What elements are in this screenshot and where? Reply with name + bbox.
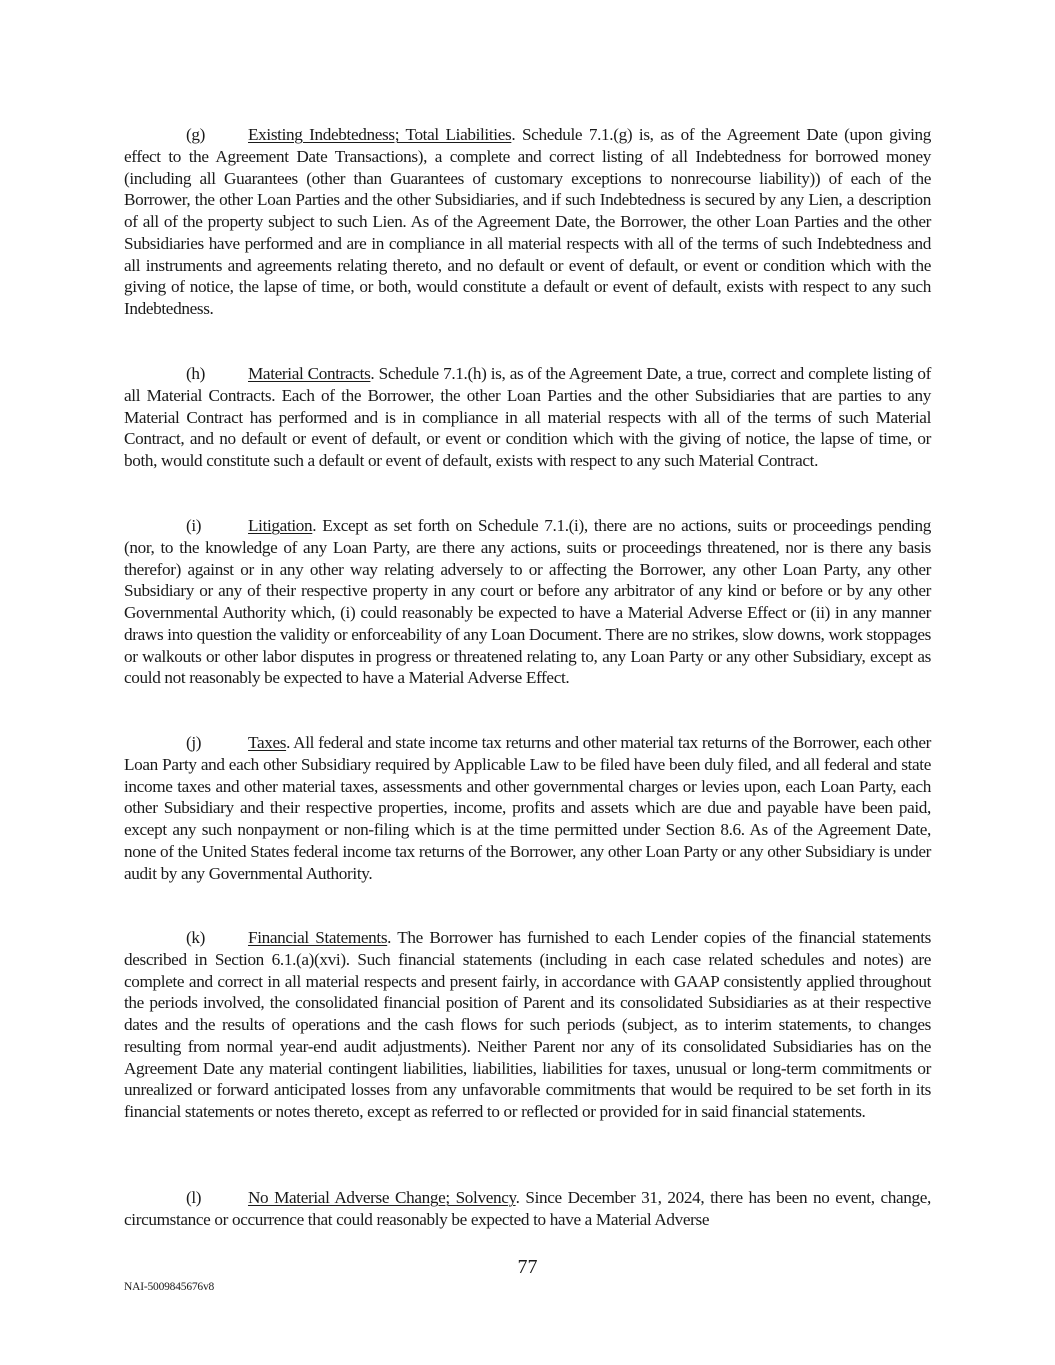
section-label: (i) (186, 516, 202, 535)
section-k-paragraph (124, 927, 931, 1123)
section-body: . All federal and state income tax returns and other material tax returns of the Borrower, each other Loan Party and each other Subsidiary required by Applicable Law to be filed have been duly filed, and all federal and state income taxes and other material taxes, assessments and other governmental charges or levies upon, each Loan Party, each other Subsidiary and their respective properties, income, profits and assets which are due and payable have been paid, except any such nonpayment or non-filing which is at the time permitted under Section 8.6. As of the Agreement Date, none of the United States federal income tax returns of the Borrower, any other Loan Party or any other Subsidiary is under audit by any Governmental Authority. (124, 733, 931, 883)
section-heading: No Material Adverse Change; Solvency (248, 1188, 516, 1207)
section-label: (l) (186, 1188, 202, 1207)
section-h-paragraph (124, 363, 931, 472)
section-body: . Schedule 7.1.(h) is, as of the Agreement Date, a true, correct and complete listing of all Material Contracts. Each of the Borrower, the other Loan Parties and the other Subsidiaries that are parties to any Material Contract has performed and is in compliance in all material respects with all of the terms of such Material Contract, and no default or event of default, or event or condition which with the giving of notice, the lapse of time, or both, would constitute such a default or event of default, exists with respect to any such Material Contract. (124, 364, 932, 470)
section-j-paragraph (124, 732, 931, 884)
section-label: (g) (186, 125, 205, 144)
section-body: . Schedule 7.1.(g) is, as of the Agreement Date (upon giving effect to the Agreement Date Transactions), a complete and correct listing of all Indebtedness for borrowed money (including all Guarantees (other than Guarantees of customary exceptions to nonrecourse liability)) of each of the Borrower, the other Loan Parties and the other Subsidiaries, and if such Indebtedness is secured by any Lien, a description of all of the property subject to such Lien. As of the Agreement Date, the Borrower, the other Loan Parties and the other Subsidiaries have performed and are in compliance in all material respects with all of the terms of such Indebtedness and all instruments and agreements relating thereto, and no default or event of default, or event or condition which with the giving of notice, the lapse of time, or both, would constitute a default or event of default, exists with respect to any such Indebtedness. (124, 125, 931, 318)
section-label: (h) (186, 364, 205, 383)
section-l-paragraph (124, 1187, 931, 1231)
section-label: (j) (186, 733, 202, 752)
section-body: . The Borrower has furnished to each Lender copies of the financial statements described in Section 6.1.(a)(xvi). Such financial statements (including in each case related schedules and notes) are complete and correct in all material respects and present fairly, in accordance with GAAP consistently applied throughout the periods involved, the consolidated financial position of Parent and its consolidated Subsidiaries as at their respective dates and the results of operations and the cash flows for such periods (subject, as to interim statements, to changes resulting from normal year-end audit adjustments). Neither Parent nor any of its consolidated Subsidiaries has on the Agreement Date any material contingent liabilities, liabilities, liabilities for taxes, unusual or long-term commitments or unrealized or forward anticipated losses from any unfavorable commitments that would be required to be set forth in its financial statements or notes thereto, except as referred to or reflected or provided for in said financial statements. (124, 928, 931, 1121)
page-number: 77 (517, 1256, 538, 1278)
section-g-paragraph (124, 124, 931, 320)
section-heading: Financial Statements (248, 928, 388, 947)
section-label: (k) (186, 928, 205, 947)
section-heading: Material Contracts (248, 364, 371, 383)
document-id-footer: NAI-5009845676v8 (124, 1281, 215, 1293)
section-body: . Since December 31, 2024, there has been no event, change, circumstance or occurrence that could reasonably be expected to have a Material Adverse (124, 1188, 931, 1229)
section-heading: Existing Indebtedness; Total Liabilities (248, 125, 512, 144)
section-heading: Taxes (248, 733, 287, 752)
section-heading: Litigation (248, 516, 313, 535)
section-i-paragraph (124, 515, 931, 689)
section-body: . Except as set forth on Schedule 7.1.(i), there are no actions, suits or proceedings pending (nor, to the knowledge of any Loan Party, are there any actions, suits or proceedings threatened, nor is there any basis therefor) against or in any other way relating adversely to or affecting the Borrower, any other Loan Party, any other Subsidiary or any of their respective property in any court or before any arbitrator of any kind or before or by any other Governmental Authority which, (i) could reasonably be expected to have a Material Adverse Effect or (ii) in any manner draws into question the validity or enforceability of any Loan Document. There are no strikes, slow downs, work stoppages or walkouts or other labor disputes in progress or threatened relating to, any Loan Party or any other Subsidiary, except as could not reasonably be expected to have a Material Adverse Effect. (124, 516, 931, 688)
